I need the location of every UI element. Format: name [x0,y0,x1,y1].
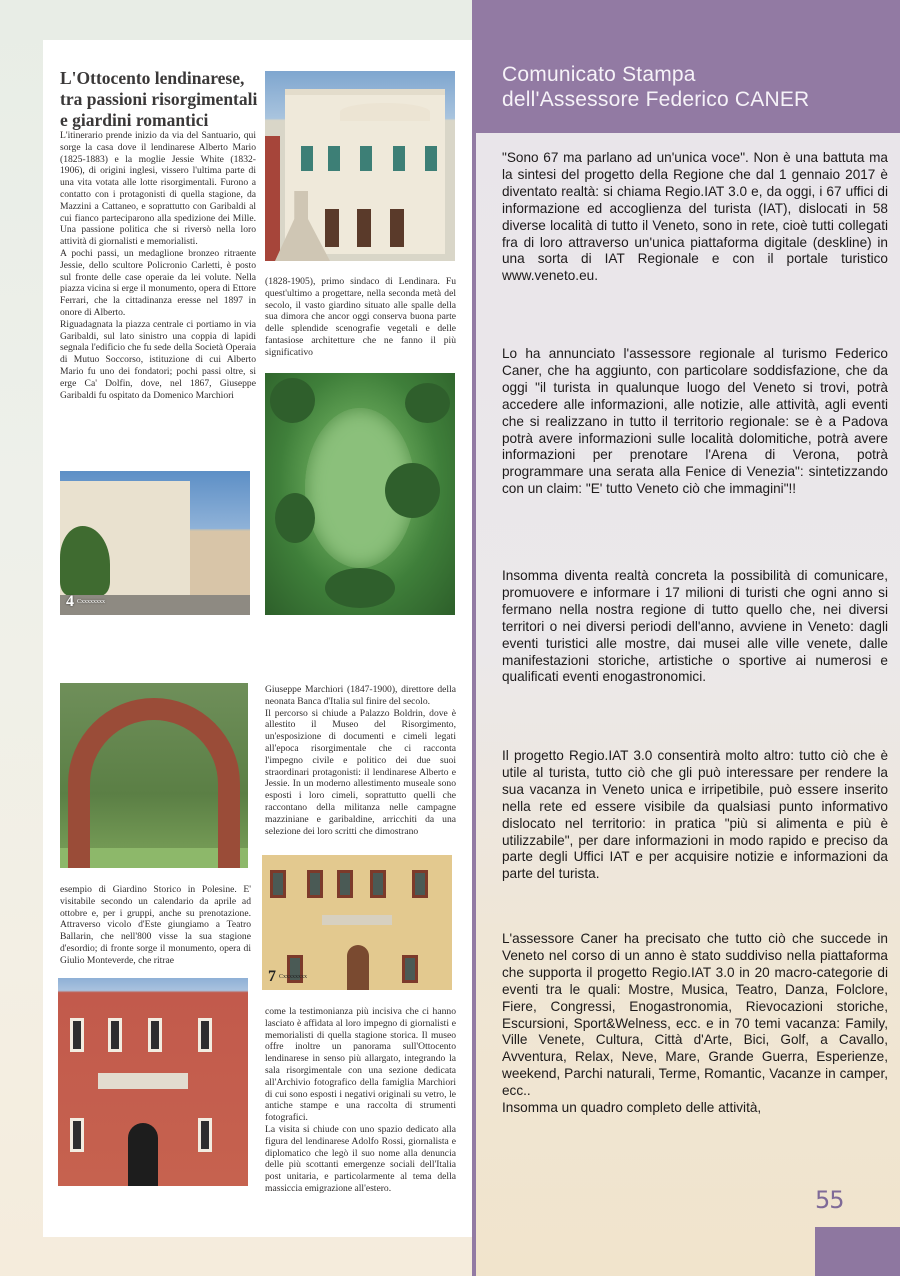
corner-accent-block [815,1227,900,1276]
press-release-paragraph-5: L'assessore Caner ha precisato che tutto ciò che succede in Veneto nel corso di un anno è stato suddiviso nella piattaforma che supporta il progetto Regio.IAT 3.0 in 20 macro-categorie di eventi tra le quali: Mostre, Musica, Teatro, Danza, Folclore, Fiere, Congressi, Enogastronomia, Rievocazioni storiche, Escursioni, Sport&Welness, ecc. e in 70 temi vacanza: Family, Ville Venete, Cultura, Città d'Arte, Bici, Golf, a Cavallo, Avventura, Relax, Neve, Mare, Grande Guerra, Esperienze, weekend, Parchi naturali, Terme, Romantic, Vacanze in camper, ecc.. Insomma un quadro completo delle attività, [502,931,888,1116]
press-release-title-line-2: dell'Assessore Federico CANER [502,88,810,111]
article-paragraph: Giuseppe Marchiori (1847-1900), direttore della neonata Banca d'Italia sul finire del secolo. [265,684,456,707]
press-release-paragraph-2: Lo ha annunciato l'assessore regionale al turismo Federico Caner, che ha aggiunto, con particolare soddisfazione, che da oggi "il turista in qualunque luogo del Veneto si trovi, potrà accedere alle informazioni, alle notizie, alle attività, agli eventi che si realizzano in tutto il territorio regionale: se è a Padova potrà avere informazioni sulle località dolomitiche, potrà avere informazioni per prenotare l'Arena di Verona, potrà programmare una serata alla Fenice di Venezia": sintetizzando con un claim: "E' tutto Veneto ciò che immagini"!! [502,346,888,497]
photo-ca-dolfin-street [60,471,250,615]
press-release-paragraph-4: Il progetto Regio.IAT 3.0 consentirà molto altro: tutto ciò che è utile al turista, tutto ciò che gli può interessare per rendere la sua vacanza in Veneto unica e irripetibile, può essere inserito nella rete ed essere visibile da qualsiasi punto informativo dislocato nel territorio: in pratica "più si alimenta e più è utilizzabile", per dare informazioni in modo rapido e preciso da parte degli Uffici IAT e per acquisire notizie e informazioni da parte del turista. [502,748,888,882]
article-paragraph: esempio di Giardino Storico in Polesine. E' visitabile secondo un calendario da aprile ad ottobre e, per i gruppi, anche su prenotazione. Attraverso vicolo d'Este giungiamo a Teatro Ballarin, che nell'800 visse la sua stagione d'esordio; di fronte sorge il monumento, opera di Giulio Monteverde, che ritrae [60,884,251,966]
photo-brick-arch [60,683,248,868]
article-column-2-top [265,276,456,359]
photo-red-palazzo [58,978,248,1186]
article-paragraph: (1828-1905), primo sindaco di Lendinara. Fu quest'ultimo a progettare, nella seconda metà del secolo, il vasto giardino situato alle spalle della sua dimora che ancor oggi conserva buona parte delle splendide scenografie vegetali e delle fantasiose architetture che ne fanno il più significativo [265,276,456,358]
article-paragraph: come la testimonianza più incisiva che ci hanno lasciato è affidata al loro impegno di giornalisti e memorialisti di quella stagione storica. Il museo offre inoltre un panorama sull'Ottocento lendinarese in senso più allargato, integrando la sala risorgimentale con una sezione dedicata all'Archivio fotografico della famiglia Marchiori di cui sono esposti i negativi originali su vetro, le antiche stampe e una raccolta di strumenti fotografici. [265,1006,456,1124]
page-number: 55 [815,1186,844,1214]
article-column-2-bottom [265,1006,456,1195]
press-release-paragraph-1: "Sono 67 ma parlano ad un'unica voce". Non è una battuta ma la sintesi del progetto della Regione che dal 1 gennaio 2017 è diventato realtà: si chiama Regio.IAT 3.0 e, da oggi, i 67 uffici di informazione ed accoglienza del turista (IAT), dislocati in 58 diverse località di tutto il Veneto, sono in rete, cioè tutti collegati fra di loro attraverso un'unica piattaforma digitale (deskline) in una sorta di IAT Regionale e con il portale turistico www.veneto.eu. [502,150,888,284]
accent-strip [472,0,476,1276]
article-paragraph: Riguadagnata la piazza centrale ci portiamo in via Garibaldi, sul lato sinistro una coppia di lapidi segnala l'edificio che fu sede della Società Operaia di Mutuo Soccorso, istituzione di cui Alberto Mario fu uno dei fondatori; pochi passi oltre, si erge Ca' Dolfin, dove, nel 1867, Giuseppe Garibaldi fu ospitato da Domenico Marchiori [60,318,256,401]
article-paragraph: L'itinerario prende inizio da via del Santuario, qui sorge la casa dove il lendinarese Alberto Mario (1825-1883) e la moglie Jessie White (1832-1906), di origini inglesi, vissero l'ultima parte di una vita votata alle lotte risorgimentali. Furono a contatto con i protagonisti di quella stagione, da Mazzini a Cattaneo, e soprattutto con Garibaldi al cui fianco parteciparono alla spedizione dei Mille. Una passione politica che si riversò nella loro attività di giornalisti e memorialisti. [60,130,256,248]
photo-caption-7: 7 Cxxxxxxxx [268,968,308,985]
article-paragraph: A pochi passi, un medaglione bronzeo ritraente Jessie, dello scultore Policronio Carletti, è posto sul fronte delle case operaie da lei volute. Nella piazza vicina si erge il monumento, opera di Ettore Ferrari, che la cittadinanza eresse nel 1897 in onore di Alberto. [60,247,256,318]
press-release-paragraph-3: Insomma diventa realtà concreta la possibilità di comunicare, promuovere e informare i 17 milioni di turisti che ogni anno si fermano nella nostra regione di tutto quello che, nei diversi territori o nei diversi periodi dell'anno, avviene in Veneto: dagli eventi turistici alle mostre, dai musei alle ville venete, dalle manifestazioni storiche, artistiche o sportive ai numerosi e qualificati eventi enogastronomici. [502,568,888,685]
photo-caption-4: 4 Cxxxxxxxx [66,593,106,610]
article-paragraph: Il percorso si chiude a Palazzo Boldrin, dove è allestito il Museo del Risorgimento, un'esposizione di documenti e cimeli legati all'epoca risorgimentale che ci racconta l'impegno civile e politico dei due suoi straordinari protagonisti: il lendinarese Alberto e Jessie. In un moderno allestimento museale sono esposti i loro cimeli, soprattutto quelli che raccontano della militanza nelle campagne mazziniane e garibaldine, arricchiti da una selezione dei loro scritti che dimostrano [265,707,456,837]
press-release-title-line-1: Comunicato Stampa [502,63,696,86]
article-column-1-top [60,130,256,401]
article-title: L'Ottocento lendinarese, tra passioni risorgimentali e giardini romantici [60,68,258,130]
photo-giardino-aerial [265,373,455,615]
photo-teatro-ballarin [265,71,455,261]
article-column-1-middle [60,884,251,967]
article-column-2-middle [265,684,456,837]
photo-palazzo-boldrin [262,855,452,990]
article-paragraph: La visita si chiude con uno spazio dedicato alla figura del lendinarese Adolfo Rossi, giornalista e diplomatico che legò il suo nome alla denuncia delle più scottanti emergenze sociali dell'Italia post unitaria, e particolarmente al tema della massiccia emigrazione all'estero. [265,1123,456,1194]
